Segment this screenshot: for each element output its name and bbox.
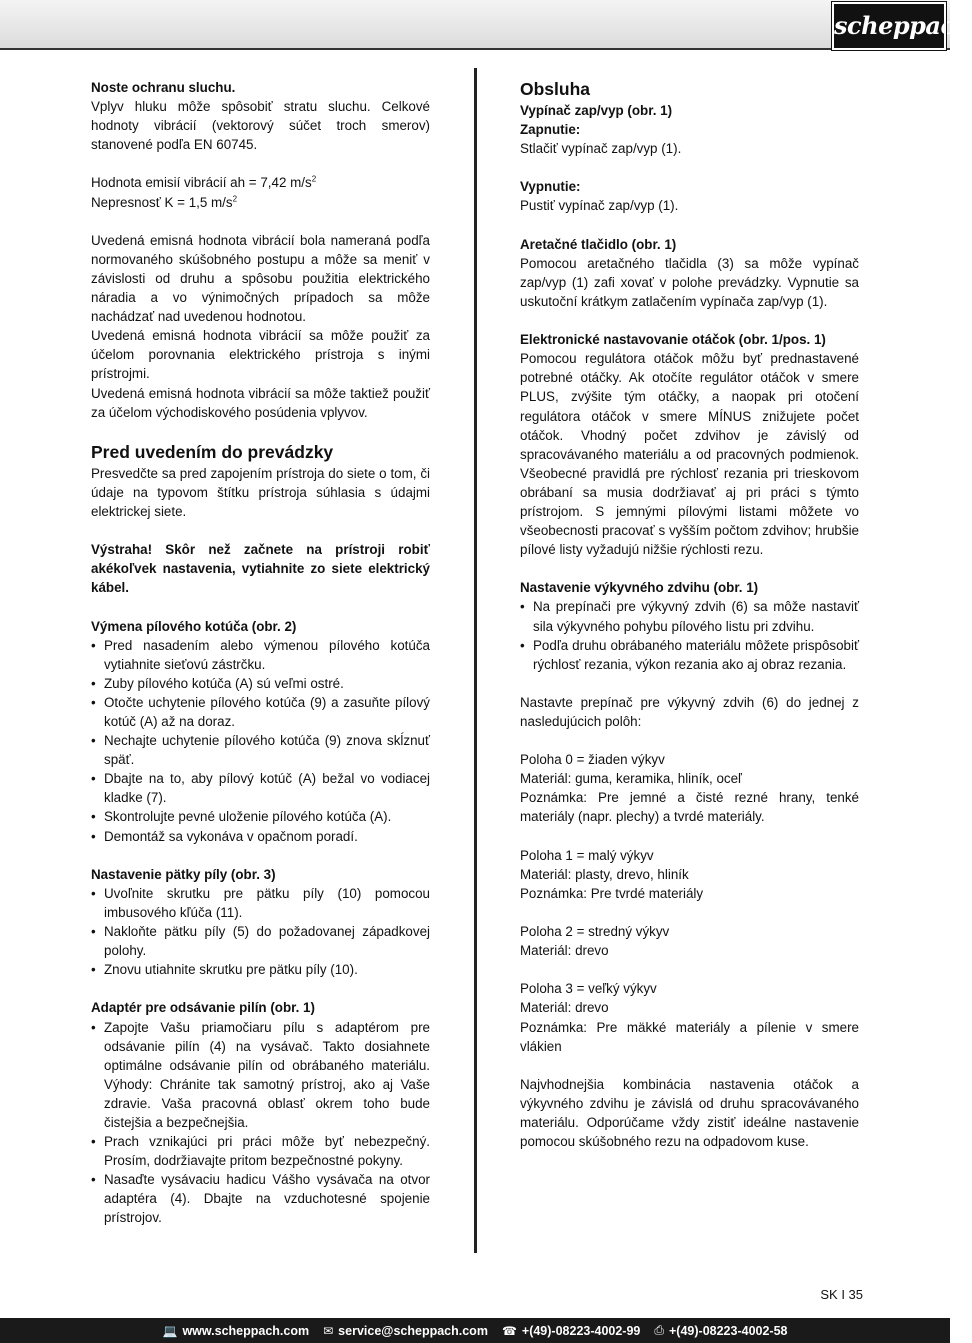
switch-off-title: Vypnutie: [520,179,581,195]
blade-change-title: Výmena pílového kotúča (obr. 2) [91,618,297,634]
list-item: • Zuby pílového kotúča (A) sú veľmi ostré. [91,674,430,693]
left-column [91,78,430,1228]
switch-off-text: Pustiť vypínač zap/vyp (1). [520,198,679,214]
speed-control-title: Elektronické nastavovanie otáčok (obr. 1/pos. 1) [520,332,826,348]
emission-paragraph-2: Uvedená emisná hodnota vibrácií sa môže použiť za účelom porovnania elektrického prístroja s inými prístrojmi. [91,328,430,382]
switch-on-title: Zapnutie: [520,122,581,138]
list-item: • Nasaďte vysávaciu hadicu Vášho vysávača na otvor adaptéra (4). Dbajte na vzduchotesné spojenie prístrojov. [91,1170,430,1227]
section-heading-commissioning: Pred uvedením do prevádzky [91,441,334,462]
phone-number: +(49)-08223-4002-99 [521,1323,641,1338]
blade-change-list [91,636,430,846]
right-column [520,78,859,1151]
fax-icon: ⎙ [654,1323,664,1337]
scheppach-logo: scheppach [832,2,946,50]
lock-button-text: Pomocou aretačného tlačidla (3) sa môže vypínač zap/vyp (1) zafi xovať v polohe prevádzky. Vypnutie sa uskutoční krátkym zatlačením vypínača zap/vyp (1). [520,255,859,309]
list-item: • Uvoľnite skrutku pre pätku píly (10) pomocou imbusového kľúča (11). [91,884,430,922]
position-1-line: Poloha 1 = malý výkyv [520,847,654,863]
list-item: • Skontrolujte pevné uloženie pílového kotúča (A). [91,807,430,826]
list-item: • Dbajte na to, aby pílový kotúč (A) bežal vo vodiacej kladke (7). [91,769,430,807]
column-divider [474,68,477,1253]
footer-bar [0,1318,950,1343]
list-item: • Zapojte Vašu priamočiaru pílu s adaptérom pre odsávanie pilín (4) na vysávač. Takto dosiahnete optimálne odsávanie pilín od obrábaného materiálu. Výhody: Chránite tak samotný prístroj, ako aj Vaše zdravie. Vaša pracovná oblasť okrem toho bude čistejšia a bezpečnejšia. [91,1018,430,1133]
uncertainty-line: Nepresnosť K = 1,5 $m/s^2$ [91,194,238,210]
hearing-protection-text: Vplyv hluku môže spôsobiť stratu sluchu. Celkové hodnoty vibrácií (vektorový súčet troch smerov) stanovené podľa EN 60745. [91,99,430,153]
position-1-note: Poznámka: Pre tvrdé materiály [520,885,704,901]
pendulum-text: Nastavte prepínač pre výkyvný zdvih (6) do jednej z nasledujúcich polôh: [520,694,859,729]
emission-paragraph-1: Uvedená emisná hodnota vibrácií bola nameraná podľa normovaného skúšobného postupu a môže sa meniť v závislosti od druhu a spôsobu použitia elektrického náradia a vo výnimočných prípadoch sa môže nachádzať nad uvedenou hodnotou. [91,232,430,325]
list-item: • Nechajte uchytenie pílového kotúča (9) znova skĺznuť späť. [91,731,430,769]
list-item: • Otočte uchytenie pílového kotúča (9) a zasuňte pílový kotúč (A) až na doraz. [91,693,430,731]
saw-foot-title: Nastavenie pätky píly (obr. 3) [91,866,276,882]
switch-on-text: Stlačiť vypínač zap/vyp (1). [520,141,682,157]
speed-control-text: Pomocou regulátora otáčok môžu byť prednastavené potrebné otáčky. Ak otočíte regulátor otáčok v smere PLUS, zvýšite tým otáčky, a naopak pri otočení regulátora otáčok v smere MÍNUS znižujete počet otáčok. Vhodný počet zdvihov je závislý od spracovávaného materiálu a od pracovných podmienok. Všeobecné pravidlá pre rýchlosť rezania pri trieskovom obrábaní sa musia dodržiavať aj pri práci s týmto prístrojom. S jemnými pílovými listami môžete vo všeobecnosti pracovať s vyšším počtom zdvihov; hrubšie pílové listy vyžadujú nižšie rýchlosti rezu. [520,351,859,558]
pendulum-title: Nastavenie výkyvného zdvihu (obr. 1) [520,580,759,596]
emission-paragraph-3: Uvedená emisná hodnota vibrácií sa môže taktiež použiť za účelom východiskového posúdenia vplyvov. [91,385,430,420]
position-2-material: Materiál: drevo [520,943,609,959]
lock-button-title: Aretačné tlačidlo (obr. 1) [520,236,677,252]
list-item: • Znovu utiahnite skrutku pre pätku píly (10). [91,960,430,979]
position-2-line: Poloha 2 = stredný výkyv [520,924,670,940]
position-0-note: Poznámka: Pre jemné a čisté rezné hrany, tenké materiály (napr. plechy) a tvrdé materiály. [520,790,859,825]
position-3-line: Poloha 3 = veľký výkyv [520,981,657,997]
position-0-line: Poloha 0 = žiaden výkyv [520,752,665,768]
position-3-note: Poznámka: Pre mäkké materiály a pílenie v smere vlákien [520,1019,859,1054]
header-bar [0,0,972,50]
dust-adapter-list [91,1018,430,1228]
hearing-protection-title: Noste ochranu sluchu. [91,80,236,95]
list-item: • Prach vznikajúci pri práci môže byť nebezpečný. Prosím, dodržiavajte pritom bezpečnostné pokyny. [91,1132,430,1170]
warning-text: Výstraha! Skôr než začnete na prístroji robiť akékoľvek nastavenia, vytiahnite zo siete elektrický kábel. [91,542,430,596]
laptop-icon: 💻 [162,1323,178,1338]
position-1-material: Materiál: plasty, drevo, hliník [520,866,689,882]
website-link[interactable]: www.scheppach.com [182,1323,310,1338]
final-recommendation: Najvhodnejšia kombinácia nastavenia otáčok a výkyvného zdvihu je závislá od druhu spracovávaného materiálu. Odporúčame vždy zistiť ideálne nastavenie pomocou skúšobného rezu na odpadovom kuse. [520,1076,859,1150]
dust-adapter-title: Adaptér pre odsávanie pilín (obr. 1) [91,1000,315,1016]
pendulum-list [520,597,859,673]
commissioning-text: Presvedčte sa pred zapojením prístroja do siete o tom, či údaje na typovom štítku prístroja súhlasia s údajmi elektrickej siete. [91,465,430,519]
switch-title: Vypínač zap/vyp (obr. 1) [520,103,673,118]
list-item: • Demontáž sa vykonáva v opačnom poradí. [91,827,430,846]
saw-foot-list [91,884,430,979]
phone-icon: ☎ [501,1323,517,1338]
section-heading-operation: Obsluha [520,79,591,99]
list-item: • Podľa druhu obrábaného materiálu môžete prispôsobiť rýchlosť rezania, výkon rezania ako aj obraz rezania. [520,636,859,674]
fax-number: +(49)-08223-4002-58 [669,1323,788,1338]
position-0-material: Materiál: guma, keramika, hliník, oceľ [520,771,742,787]
vibration-value-line: Hodnota emisií vibrácií ah = 7,42 $m/s^2$ [91,175,317,191]
email-link[interactable]: service@scheppach.com [338,1323,488,1338]
list-item: • Na prepínači pre výkyvný zdvih (6) sa môže nastaviť sila výkyvného pohybu pílového listu pri zdvihu. [520,597,859,635]
list-item: • Nakloňte pätku píly (5) do požadovanej západkovej polohy. [91,922,430,960]
list-item: • Pred nasadením alebo výmenou pílového kotúča vytiahnite sieťovú zástrčku. [91,636,430,674]
page-number: SK I 35 [820,1287,863,1302]
position-3-material: Materiál: drevo [520,1000,609,1016]
mail-icon: ✉ [323,1323,334,1338]
